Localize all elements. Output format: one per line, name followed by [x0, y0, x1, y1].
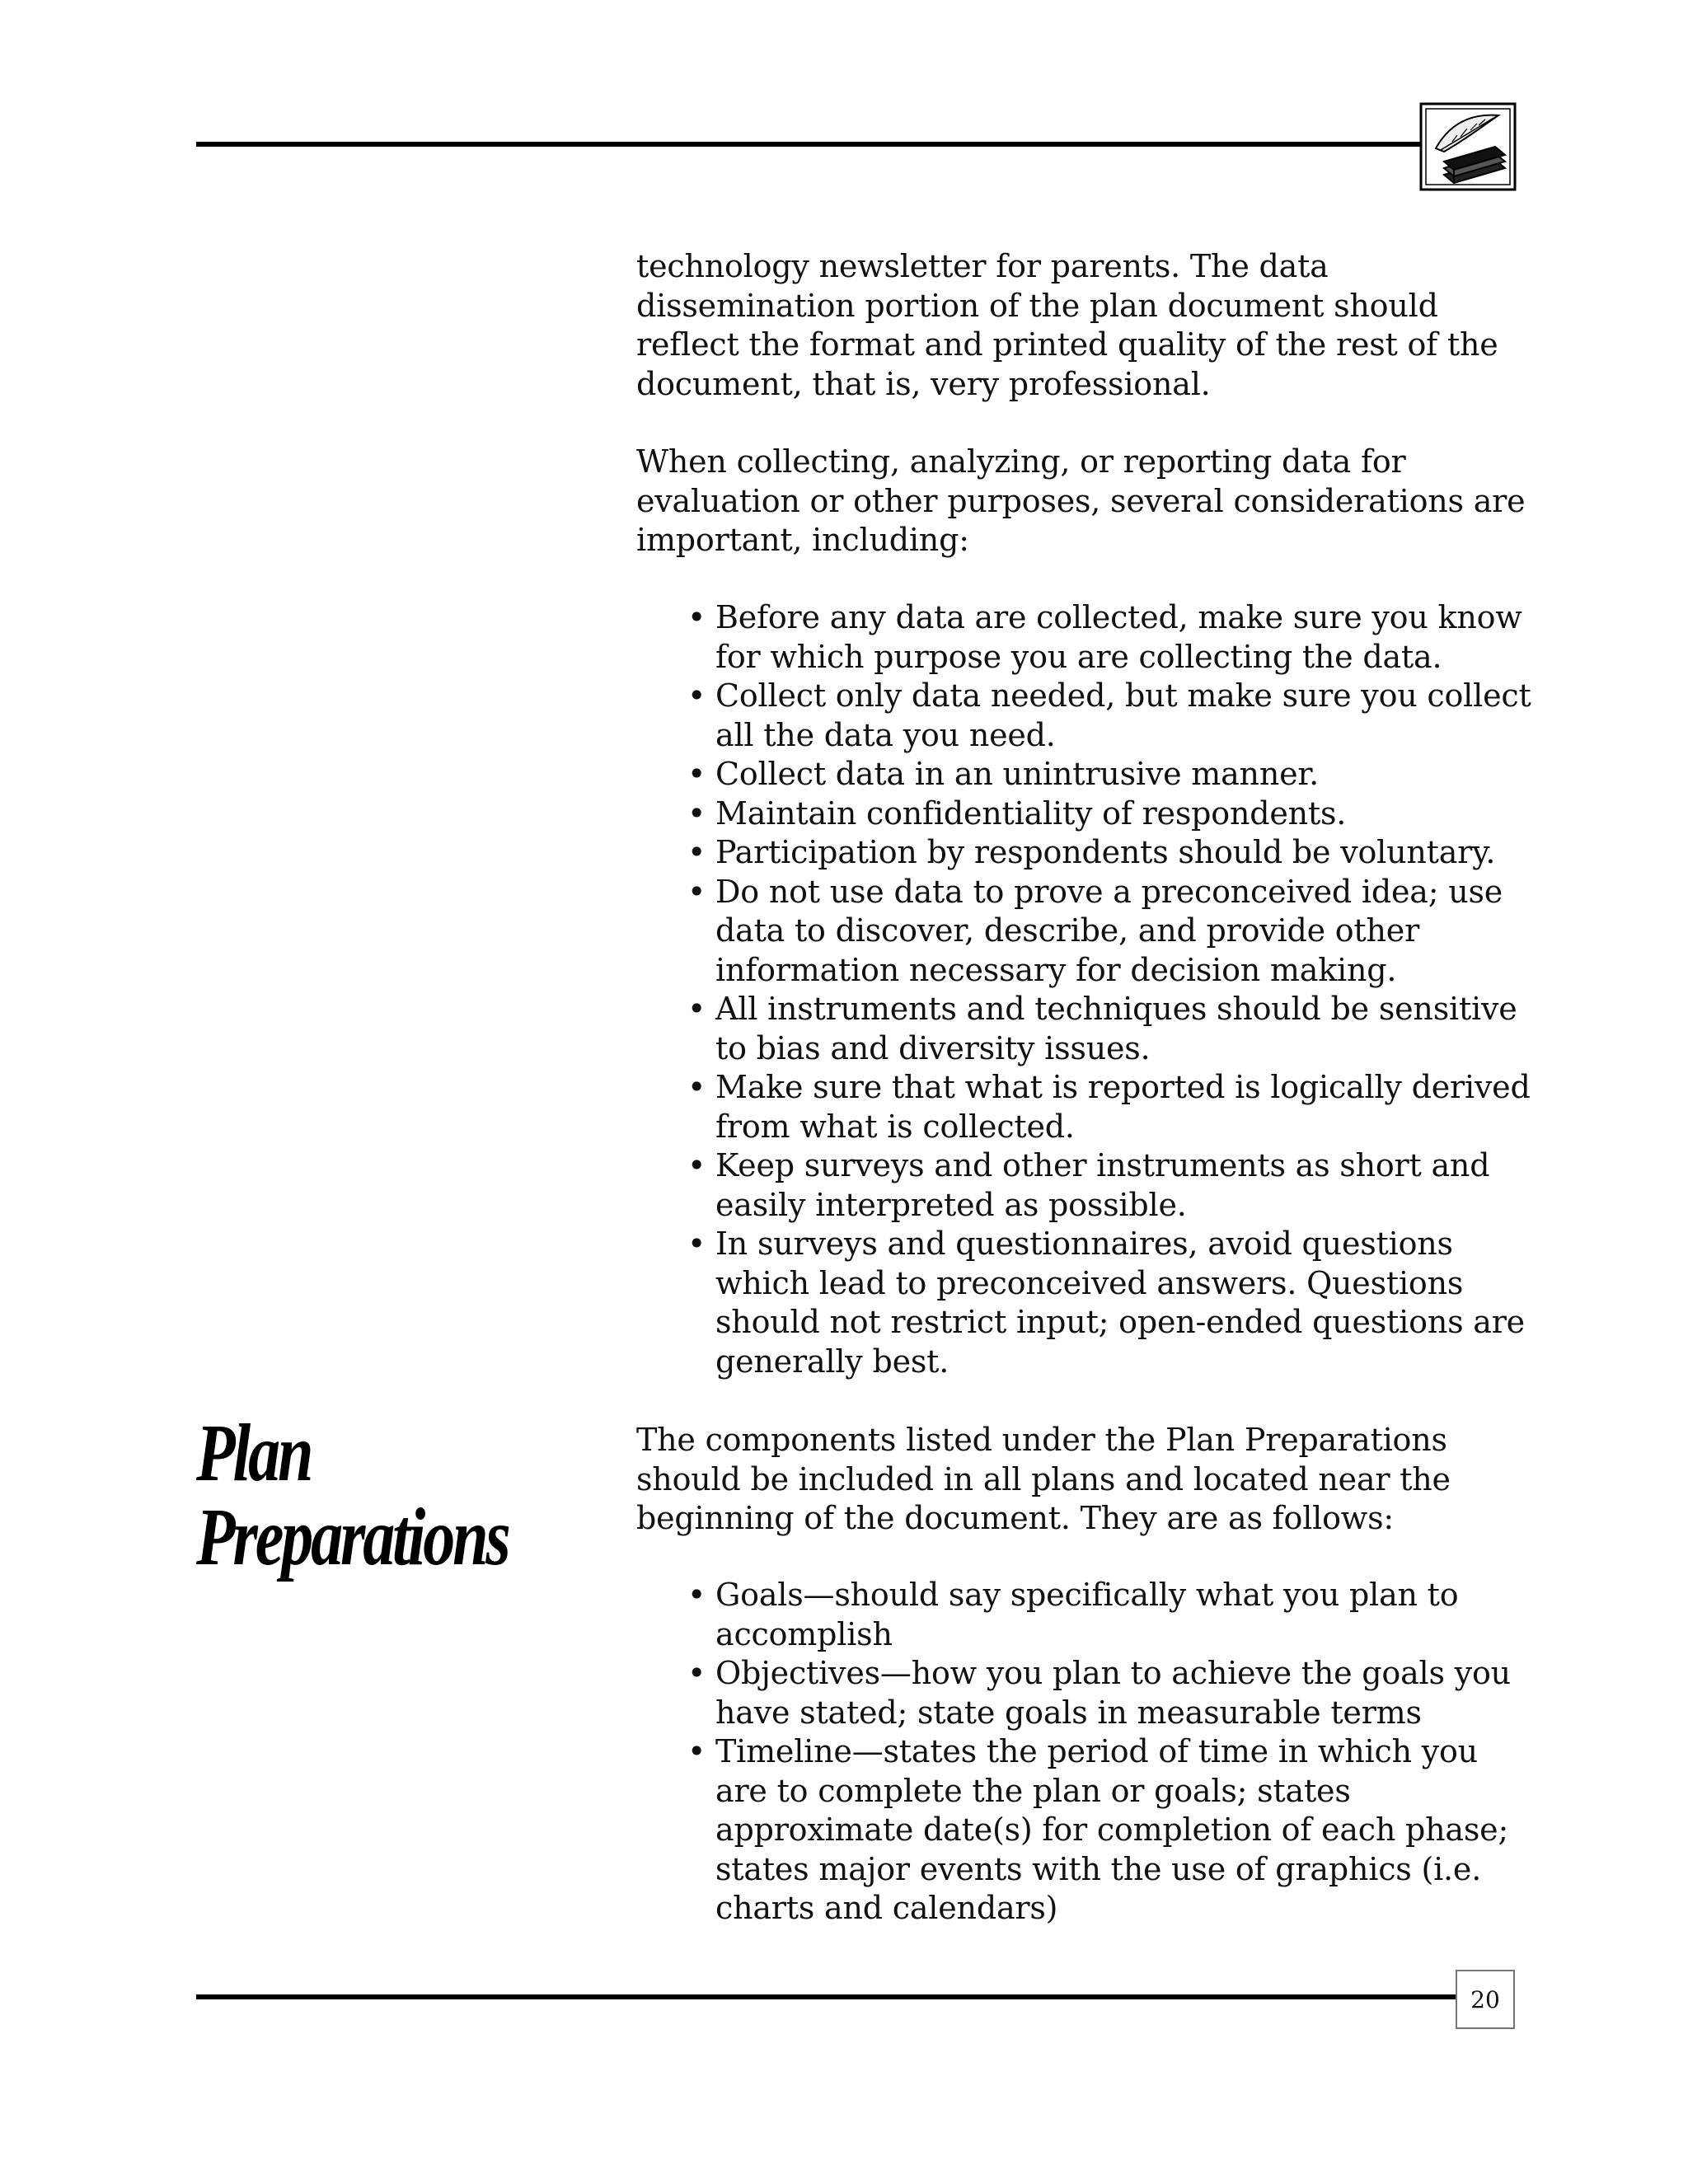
list-item: • Keep surveys and other instruments as short and easily interpreted as possible. [687, 1147, 1490, 1223]
list-item: • Maintain confidentiality of respondents. [636, 794, 1535, 834]
bullet-icon: • [687, 991, 706, 1027]
list-item: • Do not use data to prove a preconceived idea; use data to discover, describe, and provide other information necessary for decision making. [687, 873, 1503, 988]
bullet-icon: • [687, 1577, 706, 1613]
list-item: • Collect data in an unintrusive manner. [636, 755, 1535, 794]
page-number-label: 20 [1470, 1985, 1500, 2013]
section-heading-line: Plan [196, 1407, 312, 1498]
section-heading-line: Preparations [196, 1491, 509, 1582]
list-item: • In surveys and questionnaires, avoid questions which lead to preconceived answers. Questions should not restrict input; open-ended questions are generally best. [687, 1226, 1525, 1380]
bullet-icon: • [687, 677, 706, 714]
list-item: • All instruments and techniques should be sensitive to bias and diversity issues. [687, 991, 1517, 1066]
components-list [636, 1576, 1535, 1929]
book-and-quill-icon [1419, 102, 1517, 191]
intro-paragraph: technology newsletter for parents. The data dissemination portion of the plan document should reflect the format and printed quality of the rest of the document, that is, very professional. [636, 248, 1498, 402]
list-item: • Before any data are collected, make sure you know for which purpose you are collecting the data. [687, 599, 1522, 675]
list-item: • Participation by respondents should be voluntary. [636, 833, 1535, 873]
list-item: • Objectives—how you plan to achieve the goals you have stated; state goals in measurable terms [687, 1655, 1511, 1731]
footer-rule [196, 1994, 1456, 1999]
considerations-intro-paragraph: When collecting, analyzing, or reporting data for evaluation or other purposes, several considerations are important, including: [636, 443, 1526, 558]
bullet-icon: • [687, 873, 706, 910]
list-item: • Goals—should say specifically what you plan to accomplish [687, 1577, 1459, 1652]
list-item: • Make sure that what is reported is logically derived from what is collected. [687, 1069, 1531, 1145]
list-item: • Timeline—states the period of time in which you are to complete the plan or goals; states approximate date(s) for completion of each phase; states major events with the use of graphics (i.e. charts and calendars) [687, 1733, 1509, 1926]
bullet-icon: • [687, 794, 706, 832]
bullet-icon: • [687, 1147, 706, 1183]
bullet-icon: • [687, 834, 706, 870]
bullet-icon: • [687, 1226, 706, 1262]
header-rule [196, 142, 1420, 147]
considerations-list [636, 598, 1535, 1381]
components-intro-paragraph: The components listed under the Plan Preparations should be included in all plans and located near the beginning of the document. They are as follows: [636, 1422, 1451, 1536]
bullet-icon: • [687, 1733, 706, 1769]
bullet-icon: • [687, 1069, 706, 1105]
section-heading [196, 1407, 509, 1582]
bullet-icon: • [687, 599, 706, 635]
list-item: • Collect only data needed, but make sure you collect all the data you need. [687, 677, 1531, 753]
bullet-icon: • [687, 756, 706, 792]
page-number [1456, 1970, 1515, 2029]
bullet-icon: • [687, 1655, 706, 1691]
